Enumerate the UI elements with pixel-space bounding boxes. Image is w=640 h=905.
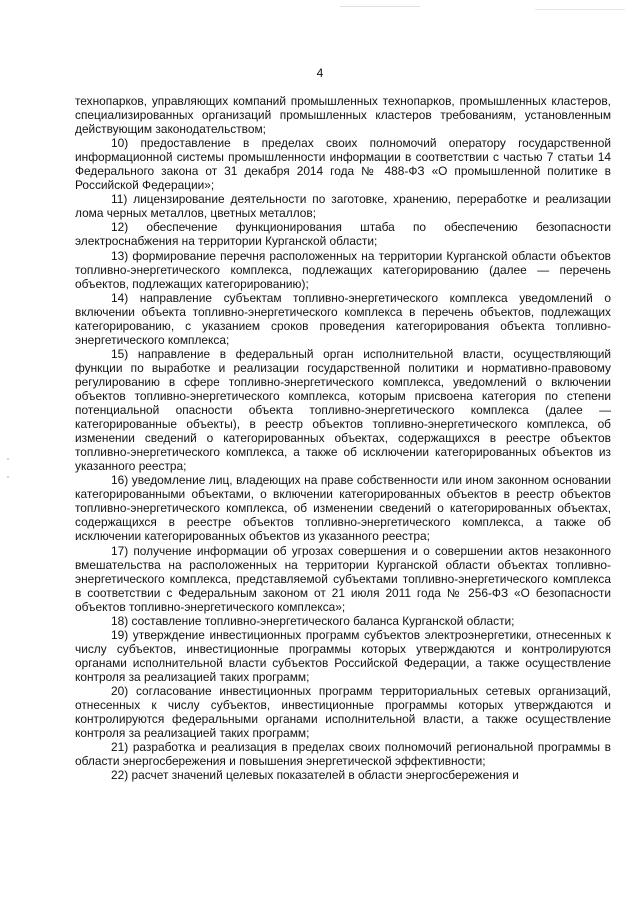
- paragraph-item-13: 13) формирование перечня расположенных на территории Курганской области объектов топливно-энергетического комплекса, подлежащих категорированию (далее — перечень объектов, подлежащих категорированию);: [75, 248, 611, 291]
- scan-artifact-top-right: [535, 9, 625, 10]
- paragraph-item-16: 16) уведомление лиц, владеющих на праве собственности или ином законном основании категорированными объектами, о включении категорированных объектов в реестр объектов топливно-энергетического комплекса, об изменении сведений о категорированных объектах, содержащихся в реестре объектов топливно-энергетического комплекса, а также об исключении категорированных объектов из указанного реестра;: [75, 473, 611, 544]
- paragraph-item-17: 17) получение информации об угрозах совершения и о совершении актов незаконного вмешательства на расположенных на территории Курганской области объектах топливно-энергетического комплекса, представляемой субъектами топливно-энергетического комплекса в соответствии с Федеральным законом от 21 июля 2011 года № 256-ФЗ «О безопасности объектов топливно-энергетического комплекса»;: [75, 543, 611, 614]
- page-number: 4: [316, 66, 324, 80]
- paragraph-item-10: 10) предоставление в пределах своих полномочий оператору государственной информационной системы промышленности информации в соответствии с частью 7 статьи 14 Федерального закона от 31 декабря 2014 года № 488-ФЗ «О промышленной политике в Российской Федерации»;: [75, 136, 611, 193]
- scan-artifact-top: [340, 6, 420, 7]
- paragraph-item-21: 21) разработка и реализация в пределах своих полномочий региональной программы в области энергосбережения и повышения энергетической эффективности;: [75, 740, 611, 769]
- paragraph-continuation: технопарков, управляющих компаний промышленных технопарков, промышленных кластеров, специализированных организаций промышленных кластеров требованиям, установленным действующим законодательством;: [75, 94, 611, 137]
- scan-artifact-left-1: [7, 458, 9, 460]
- paragraph-item-18: 18) составление топливно-энергетического баланса Курганской области;: [111, 613, 515, 628]
- document-body: [75, 94, 611, 782]
- scan-artifact-left-2: [7, 476, 9, 478]
- paragraph-item-19: 19) утверждение инвестиционных программ субъектов электроэнергетики, отнесенных к числу субъектов, инвестиционные программы которых утверждаются и контролируются органами исполнительной власти субъектов Российской Федерации, а также осуществление контроля за реализацией таких программ;: [75, 627, 611, 684]
- paragraph-item-12: 12) обеспечение функционирования штаба по обеспечению безопасности электроснабжения на территории Курганской области;: [75, 220, 611, 249]
- paragraph-item-14: 14) направление субъектам топливно-энергетического комплекса уведомлений о включении объекта топливно-энергетического комплекса в перечень объектов, подлежащих категорированию, с указанием сроков проведения категорирования объекта топливно-энергетического комплекса;: [75, 290, 611, 347]
- paragraph-item-15: 15) направление в федеральный орган исполнительной власти, осуществляющий функции по выработке и реализации государственной политики и нормативно-правовому регулированию в сфере топливно-энергетического комплекса, уведомлений о включении объектов топливно-энергетического комплекса, которым присвоена категория по степени потенциальной опасности объекта топливно-энергетического комплекса (далее — категорированные объекты), в реестр объектов топливно-энергетического комплекса, об изменении сведений о категорированных объектах, содержащихся в реестре объектов топливно-энергетического комплекса, а также об исключении категорированных объектов из указанного реестра;: [75, 346, 611, 474]
- paragraph-item-20: 20) согласование инвестиционных программ территориальных сетевых организаций, отнесенных к числу субъектов, инвестиционные программы которых утверждаются и контролируются федеральными органами исполнительной власти, а также осуществление контроля за реализацией таких программ;: [75, 683, 611, 741]
- paragraph-item-11: 11) лицензирование деятельности по заготовке, хранению, переработке и реализации лома черных металлов, цветных металлов;: [75, 192, 611, 221]
- paragraph-item-22: 22) расчет значений целевых показателей в области энергосбережения и: [111, 768, 519, 783]
